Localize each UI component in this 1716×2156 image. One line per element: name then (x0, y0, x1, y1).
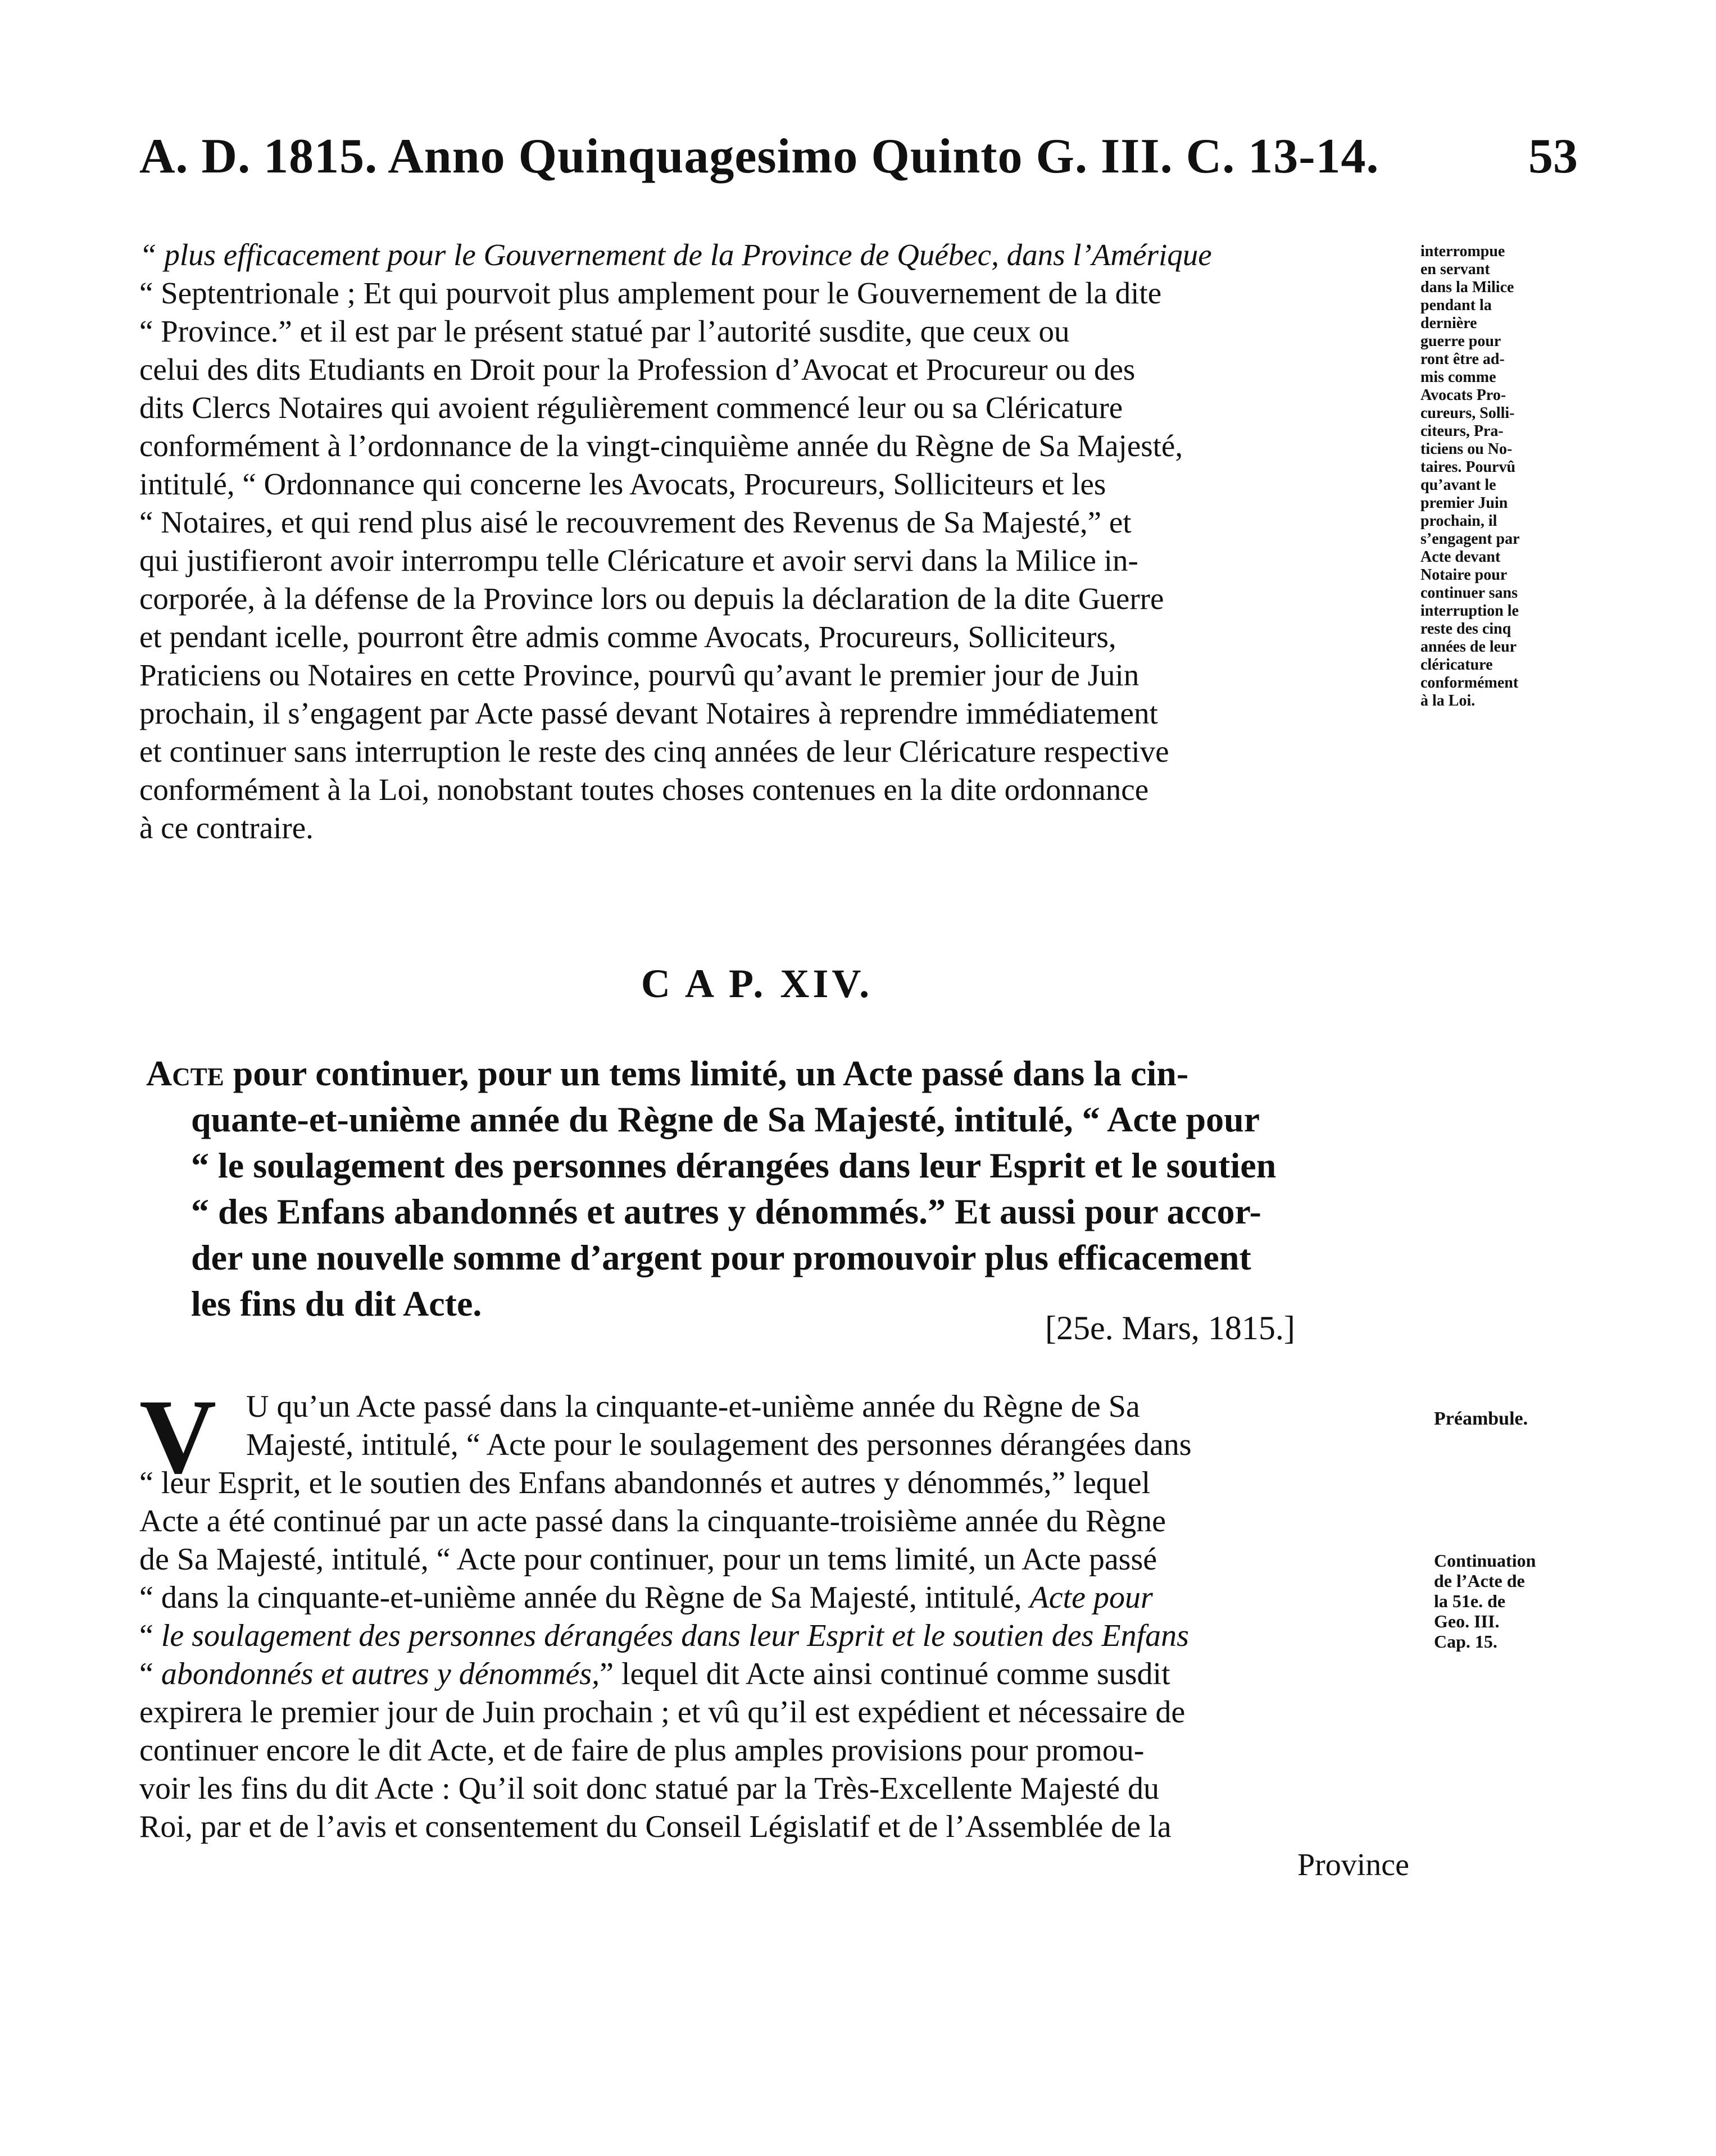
margin-line: années de leur (1420, 638, 1517, 656)
text-line: de Sa Majesté, intitulé, “ Acte pour continuer, pour un tems limité, un Acte passé (139, 1542, 1157, 1577)
margin-line: mis comme (1420, 369, 1496, 386)
margin-line: dernière (1420, 315, 1477, 332)
text-line: U qu’un Acte passé dans la cinquante-et-unième année du Règne de Sa (246, 1389, 1140, 1424)
page-number: 53 (1528, 129, 1578, 184)
margin-line: s’engagent par (1420, 530, 1520, 548)
text-line: à ce contraire. (139, 811, 314, 845)
text-line: “ abondonnés et autres y dénommés,” lequel dit Acte ainsi continué comme susdit (139, 1657, 1170, 1691)
text-line: Praticiens ou Notaires en cette Province, pourvû qu’avant le premier jour de Juin (139, 658, 1140, 692)
chapter-heading (0, 961, 1716, 1007)
running-header (139, 128, 1578, 195)
text-line: conformément à l’ordonnance de la vingt-cinquième année du Règne de Sa Majesté, (139, 429, 1183, 463)
margin-line: de l’Acte de (1434, 1571, 1525, 1591)
text-line: quante-et-unième année du Règne de Sa Majesté, intitulé, “ Acte pour (191, 1099, 1260, 1139)
preamble-text (139, 1378, 1409, 1884)
text-line: “ le soulagement des personnes dérangées dans leur Esprit et le soutien des Enfans (139, 1618, 1189, 1653)
text-line: “ leur Esprit, et le soutien des Enfans abandonnés et autres y dénommés,” lequel (139, 1466, 1151, 1500)
text-line: “ Province.” et il est par le présent statué par l’autorité susdite, que ceux ou (139, 314, 1070, 348)
margin-note-continuation (1434, 1550, 1591, 1652)
text-line: continuer encore le dit Acte, et de faire de plus amples provisions pour promou- (139, 1733, 1145, 1768)
margin-line: Geo. III. (1434, 1611, 1500, 1631)
text-line: celui des dits Etudiants en Droit pour la Profession d’Avocat et Procureur ou des (139, 352, 1136, 386)
margin-line: interrompue (1420, 243, 1505, 260)
text-line: der une nouvelle somme d’argent pour promouvoir plus efficacement (191, 1238, 1251, 1277)
margin-line: qu’avant le (1420, 476, 1496, 494)
margin-line: prochain, il (1420, 512, 1497, 530)
text-line: expirera le premier jour de Juin prochain ; et vû qu’il est expédient et nécessaire de (139, 1695, 1186, 1730)
margin-line: reste des cinq (1420, 620, 1511, 638)
margin-line: interruption le (1420, 602, 1519, 620)
text-line: Majesté, intitulé, “ Acte pour le soulagement des personnes dérangées dans (246, 1427, 1192, 1462)
header-title: A. D. 1815. Anno Quinquagesimo Quinto G. III. C. 13-14. (139, 129, 1379, 184)
margin-line: cléricature (1420, 656, 1493, 674)
chapter-heading-text: C A P. XIV. (641, 961, 873, 1006)
margin-line: Avocats Pro- (1420, 386, 1506, 404)
continued-section-text (139, 236, 1409, 847)
text-line: dits Clercs Notaires qui avoient régulièrement commencé leur ou sa Cléricature (139, 390, 1123, 425)
text-line: intitulé, “ Ordonnance qui concerne les Avocats, Procureurs, Solliciteurs et les (139, 467, 1106, 501)
text-line: “ dans la cinquante-et-unième année du Règne de Sa Majesté, intitulé, Acte pour (139, 1580, 1153, 1615)
margin-line: pendant la (1420, 297, 1492, 314)
act-first-word: Acte (146, 1053, 224, 1093)
margin-line: Notaire pour (1420, 566, 1508, 584)
margin-line: à la Loi. (1420, 692, 1476, 709)
margin-line: citeurs, Pra- (1420, 422, 1504, 440)
text-line: Roi, par et de l’avis et consentement du Conseil Législatif et de l’Assemblée de la (139, 1809, 1172, 1844)
margin-line: ront être ad- (1420, 351, 1505, 368)
text-line: corporée, à la défense de la Province lors ou depuis la déclaration de la dite Guerre (139, 581, 1164, 616)
text-line: “ des Enfans abandonnés et autres y dénommés.” Et aussi pour accor- (191, 1191, 1261, 1231)
text-line: qui justifieront avoir interrompu telle Cléricature et avoir servi dans la Milice in- (139, 543, 1138, 577)
drop-cap: V (139, 1378, 217, 1496)
text-line: “ Notaires, et qui rend plus aisé le recouvrement des Revenus de Sa Majesté,” et (139, 505, 1132, 539)
text-line: “ Septentrionale ; Et qui pourvoit plus amplement pour le Gouvernement de la dite (139, 276, 1162, 310)
margin-line: continuer sans (1420, 584, 1518, 602)
text-line: prochain, il s’engagent par Acte passé devant Notaires à reprendre immédiatement (139, 696, 1158, 730)
text-line: “ plus efficacement pour le Gouvernement de la Province de Québec, dans l’Amérique (139, 238, 1212, 272)
act-title (146, 1050, 1405, 1327)
margin-line: guerre pour (1420, 333, 1501, 350)
text-line: conformément à la Loi, nonobstant toutes choses contenues en la dite ordonnance (139, 772, 1149, 807)
margin-line: en servant (1420, 261, 1490, 278)
text-line: Acte a été continué par un acte passé dans la cinquante-troisième année du Règne (139, 1504, 1166, 1539)
margin-line: taires. Pourvû (1420, 458, 1516, 476)
margin-line: Continuation (1434, 1550, 1536, 1571)
margin-note-admission (1420, 243, 1583, 710)
margin-line: cureurs, Solli- (1420, 404, 1515, 422)
act-date: [25e. Mars, 1815.] (1045, 1309, 1295, 1347)
text-line: et pendant icelle, pourront être admis comme Avocats, Procureurs, Solliciteurs, (139, 620, 1116, 654)
margin-line: conformément (1420, 674, 1519, 692)
text-line: Acte pour continuer, pour un tems limité, un Acte passé dans la cin- (146, 1053, 1189, 1093)
text-line: voir les fins du dit Acte : Qu’il soit donc statué par la Très-Excellente Majesté du (139, 1771, 1159, 1806)
text-line: Province (1297, 1848, 1409, 1882)
margin-note-preamble: Préambule. (1434, 1408, 1528, 1429)
text-line: “ le soulagement des personnes dérangées dans leur Esprit et le soutien (191, 1145, 1277, 1185)
text-line: les fins du dit Acte. (191, 1284, 482, 1323)
text-line: et continuer sans interruption le reste des cinq années de leur Cléricature respective (139, 734, 1169, 768)
margin-line: la 51e. de (1434, 1591, 1506, 1611)
margin-line: ticiens ou No- (1420, 440, 1513, 458)
margin-line: premier Juin (1420, 494, 1508, 512)
margin-line: Cap. 15. (1434, 1631, 1497, 1652)
margin-line: dans la Milice (1420, 279, 1514, 296)
margin-line: Acte devant (1420, 548, 1501, 566)
